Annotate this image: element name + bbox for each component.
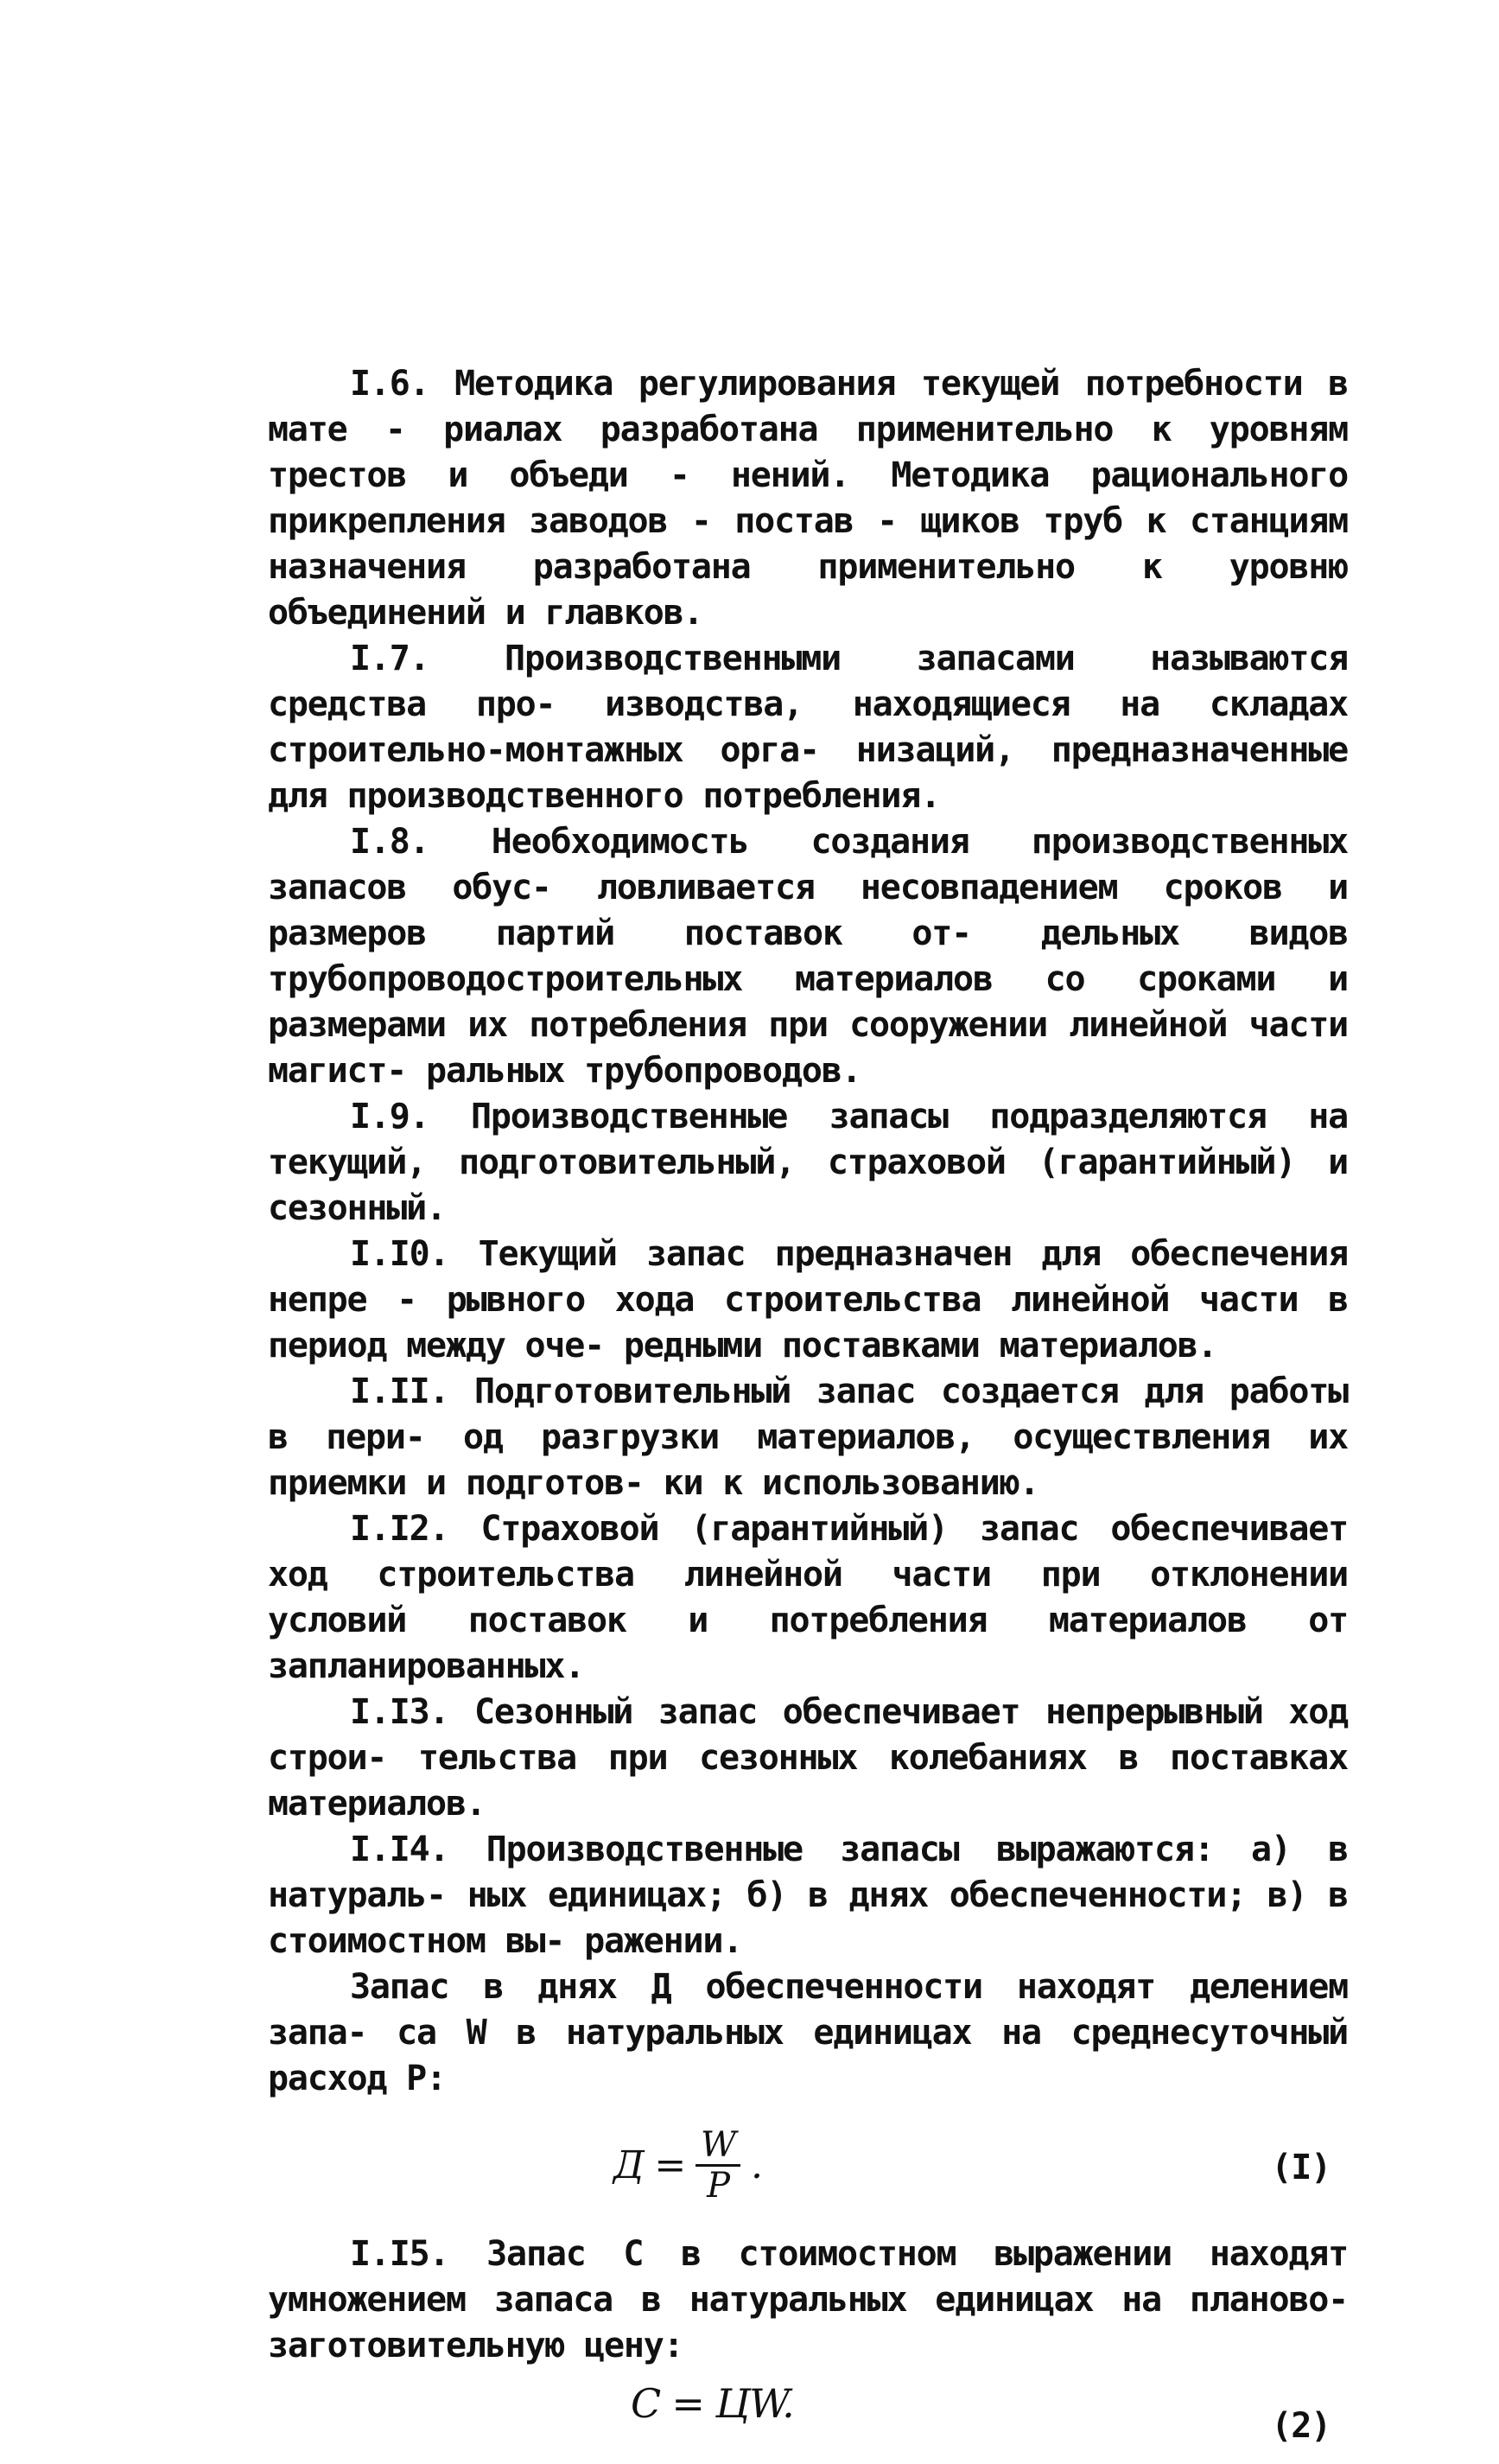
- paragraph-1-6: I.6. Методика регулирования текущей потребности в мате - риалах разработана применительно к уровням трестов и объеди - нений. Методика рационального прикрепления заводов - постав - щиков труб к станциям назначения разработана применительно к уровню объединений и главков.: [268, 364, 1348, 633]
- paragraph-1-15: I.I5. Запас С в стоимостном выражении находят умножением запаса в натуральных единицах на планово-заготовительную цену:: [268, 2234, 1348, 2365]
- text-body: [268, 361, 1348, 2464]
- paragraph-1-12: I.I2. Страховой (гарантийный) запас обеспечивает ход строительства линейной части при отклонении условий поставок и потребления материалов от запланированных.: [268, 1509, 1348, 1686]
- formula-1-fraction: [696, 2126, 740, 2205]
- paragraph-1-14: I.I4. Производственные запасы выражаются: а) в натураль- ных единицах; б) в днях обеспеченности; в) в стоимостном вы- ражении.: [268, 1830, 1348, 1961]
- formula-2-expression: C = ЦW.: [631, 2380, 794, 2427]
- formula-1-denominator: P: [707, 2166, 729, 2206]
- paragraph-1-7: I.7. Производственными запасами называются средства про- изводства, находящиеся на складах строительно-монтажных орга- низаций, предназначенные для производственного потребления.: [268, 639, 1348, 816]
- paragraph-1-10: I.I0. Текущий запас предназначен для обеспечения непре - рывного хода строительства линейной части в период между оче- редными поставками материалов.: [268, 1234, 1348, 1366]
- paragraph-1-11: I.II. Подготовительный запас создается для работы в пери- од разгрузки материалов, осуществления их приемки и подготов- ки к использованию.: [268, 1372, 1348, 1503]
- formula-1-lhs: Д =: [613, 2143, 686, 2187]
- formula-1-expression: [613, 2126, 762, 2205]
- paragraph-1-13: I.I3. Сезонный запас обеспечивает непрерывный ход строи- тельства при сезонных колебаниях в поставках материалов.: [268, 1692, 1348, 1824]
- formula-2: [268, 2369, 1348, 2464]
- formula-1-tail: .: [750, 2143, 762, 2187]
- paragraph-1-8: I.8. Необходимость создания производственных запасов обус- ловливается несовпадением сроков и размеров партий поставок от- дельных видов трубопроводостроительных материалов со сроками и размерами их потребления при сооружении линейной части магист- ральных трубопроводов.: [268, 822, 1348, 1091]
- formula-2-number: (2): [1271, 2406, 1331, 2446]
- paragraph-1-9: I.9. Производственные запасы подразделяются на текущий, подготовительный, страховой (гарантийный) и сезонный.: [268, 1097, 1348, 1228]
- formula-1-number: (I): [1271, 2148, 1331, 2187]
- formula-1-numerator: W: [696, 2126, 740, 2167]
- paragraph-days-stock: Запас в днях Д обеспеченности находят делением запа- са W в натуральных единицах на среднесуточный расход P:: [268, 1967, 1348, 2098]
- formula-1: [268, 2102, 1348, 2232]
